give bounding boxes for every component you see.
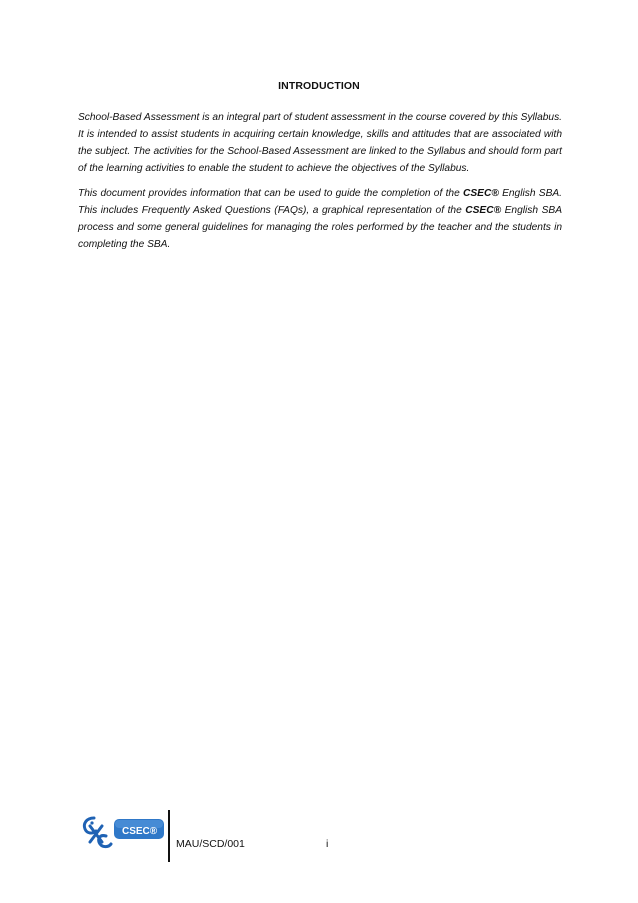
intro-paragraph-2 bbox=[78, 185, 562, 253]
page-heading: INTRODUCTION bbox=[278, 80, 360, 92]
footer-divider bbox=[168, 810, 170, 862]
csec-brand-2: CSEC® bbox=[465, 205, 502, 216]
page-footer bbox=[0, 800, 638, 870]
intro-paragraph-1: School-Based Assessment is an integral part of student assessment in the course covered by this Syllabus. It is intended to assist students in acquiring certain knowledge, skills and attitudes that are associated with the subject. The activities for the School-Based Assessment are linked to the Syllabus and should form part of the learning activities to enable the student to achieve the objectives of the Syllabus. bbox=[78, 112, 562, 174]
para2-text-3: English SBA process and some general guidelines for managing the roles performed by the teacher and the students in completing the SBA. bbox=[78, 205, 562, 250]
page-number: i bbox=[326, 838, 329, 850]
cxc-csec-logo bbox=[80, 810, 166, 850]
document-code: MAU/SCD/001 bbox=[176, 838, 245, 850]
para2-text-2: English SBA. This includes Frequently Asked Questions (FAQs), a graphical representation of the bbox=[78, 188, 562, 216]
csec-badge-text: CSEC® bbox=[122, 826, 158, 837]
para2-text-1: This document provides information that can be used to guide the completion of the bbox=[78, 188, 464, 199]
csec-brand-1: CSEC® bbox=[463, 188, 499, 199]
